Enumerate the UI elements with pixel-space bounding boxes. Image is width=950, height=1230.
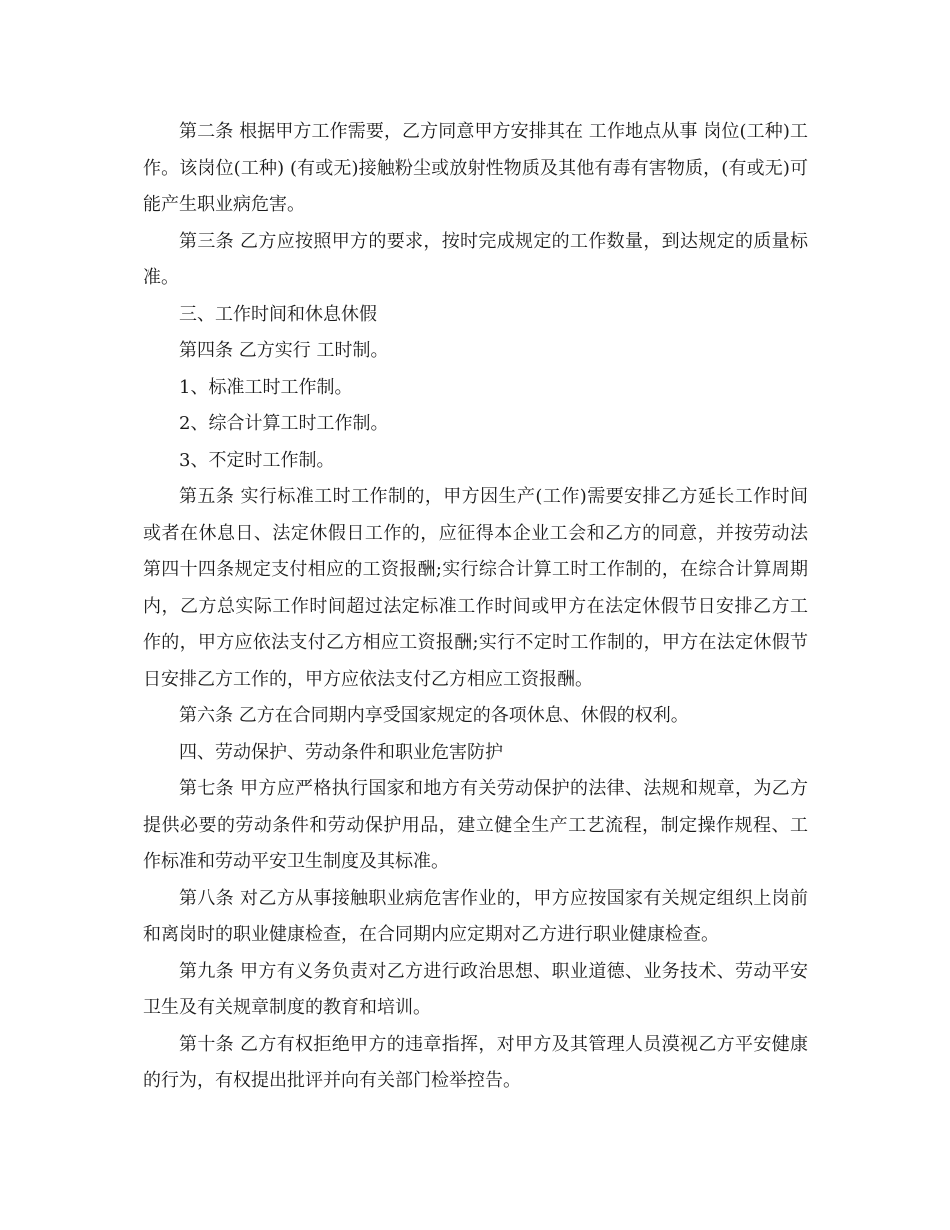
article-3-paragraph: 第三条 乙方应按照甲方的要求，按时完成规定的工作数量，到达规定的质量标准。: [143, 230, 808, 288]
section-3-heading: 三、工作时间和休息休假: [179, 303, 377, 325]
article-8-paragraph: 第八条 对乙方从事接触职业病危害作业的，甲方应按国家有关规定组织上岗前和离岗时的职业健康检查，在合同期内应定期对乙方进行职业健康检查。: [143, 887, 808, 945]
article-2-paragraph: 第二条 根据甲方工作需要，乙方同意甲方安排其在 工作地点从事 岗位(工种)工作。该岗位(工种) (有或无)接触粉尘或放射性物质及其他有毒有害物质，(有或无)可能产生职业病危害。: [143, 121, 808, 215]
option-1-item: 1、标准工时工作制。: [179, 376, 353, 398]
article-9-paragraph: 第九条 甲方有义务负责对乙方进行政治思想、职业道德、业务技术、劳动平安卫生及有关规章制度的教育和培训。: [143, 960, 808, 1018]
document-body: [143, 114, 808, 1100]
article-6-paragraph: 第六条 乙方在合同期内享受国家规定的各项休息、休假的权利。: [179, 705, 689, 726]
option-2-item: 2、综合计算工时工作制。: [179, 413, 389, 434]
article-4-paragraph: 第四条 乙方实行 工时制。: [179, 340, 389, 361]
option-3-item: 3、不定时工作制。: [179, 449, 335, 471]
article-10-paragraph: 第十条 乙方有权拒绝甲方的违章指挥，对甲方及其管理人员漠视乙方平安健康的行为，有权提出批评并向有关部门检举控告。: [143, 1033, 808, 1091]
section-4-heading: 四、劳动保护、劳动条件和职业危害防护: [179, 741, 503, 763]
article-7-paragraph: 第七条 甲方应严格执行国家和地方有关劳动保护的法律、法规和规章，为乙方提供必要的劳动条件和劳动保护用品，建立健全生产工艺流程，制定操作规程、工作标准和劳动平安卫生制度及其标准。: [143, 778, 808, 872]
article-5-paragraph: 第五条 实行标准工时工作制的，甲方因生产(工作)需要安排乙方延长工作时间或者在休息日、法定休假日工作的，应征得本企业工会和乙方的同意，并按劳动法第四十四条规定支付相应的工资报酬;实行综合计算工时工作制的，在综合计算周期内，乙方总实际工作时间超过法定标准工作时间或甲方在法定休假节日安排乙方工作的，甲方应依法支付乙方相应工资报酬;实行不定时工作制的，甲方在法定休假节日安排乙方工作的，甲方应依法支付乙方相应工资报酬。: [143, 486, 808, 690]
